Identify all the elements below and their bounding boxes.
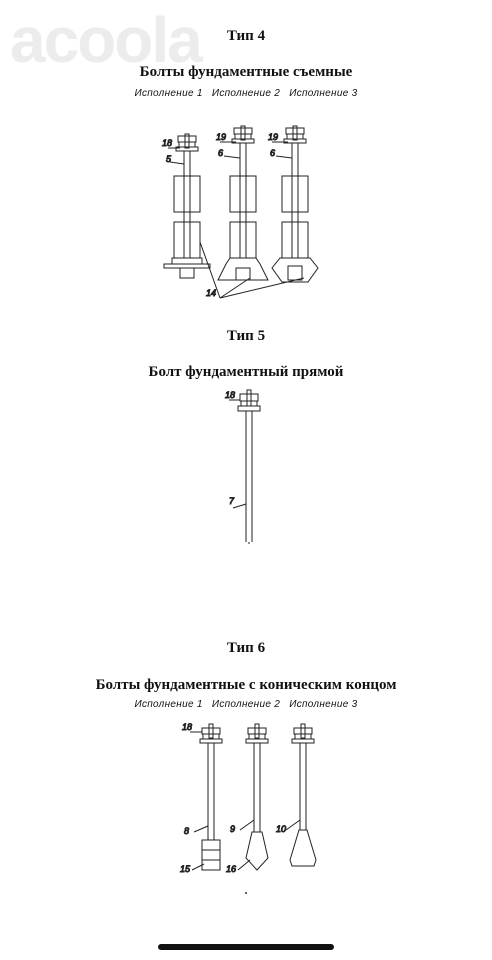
watermark-logo: acoola [10,4,201,76]
execution-label: Исполнение 2 [211,699,281,710]
bolt-type5 [238,390,260,546]
type-6-executions [0,699,492,710]
callout-15: 15 [180,864,191,874]
callout-16: 16 [226,864,237,874]
bolt-type4-exec3 [272,126,318,282]
bolt-type6-exec2 [246,724,268,870]
callout-14: 14 [206,288,217,298]
type-4-drawing [150,118,350,308]
type-4-executions [0,88,492,99]
callout-7: 7 [229,496,235,506]
home-indicator[interactable] [158,944,334,950]
callout-19: 19 [216,132,227,142]
callout-9: 9 [230,824,236,834]
callout-10: 10 [276,824,287,834]
callout-18: 18 [162,138,173,148]
execution-label: Исполнение 1 [134,88,203,99]
bolt-type4-exec2 [218,126,268,280]
type-5-drawing [215,386,285,548]
bolt-type6-exec1 [200,724,222,870]
callout-18: 18 [182,722,193,732]
execution-label: Исполнение 3 [289,88,358,99]
callout-18: 18 [225,390,236,400]
callout-19: 19 [268,132,279,142]
execution-label: Исполнение 3 [289,699,358,710]
page-dot [245,892,247,894]
callout-8: 8 [184,826,190,836]
type-6-heading: Тип 6 [226,640,266,656]
callout-5: 5 [166,154,172,164]
callout-6: 6 [218,148,224,158]
execution-label: Исполнение 1 [134,699,203,710]
type-5-heading: Тип 5 [226,328,266,344]
type-4-title: Болты фундаментные съемные [139,64,353,80]
callout-6: 6 [270,148,276,158]
type-6-drawing [170,720,330,880]
execution-label: Исполнение 2 [211,88,281,99]
type-4-heading: Тип 4 [226,28,266,44]
type-6-title: Болты фундаментные с коническим концом [95,677,397,693]
bolt-type6-exec3 [290,724,316,866]
type-5-title: Болт фундаментный прямой [148,364,344,380]
